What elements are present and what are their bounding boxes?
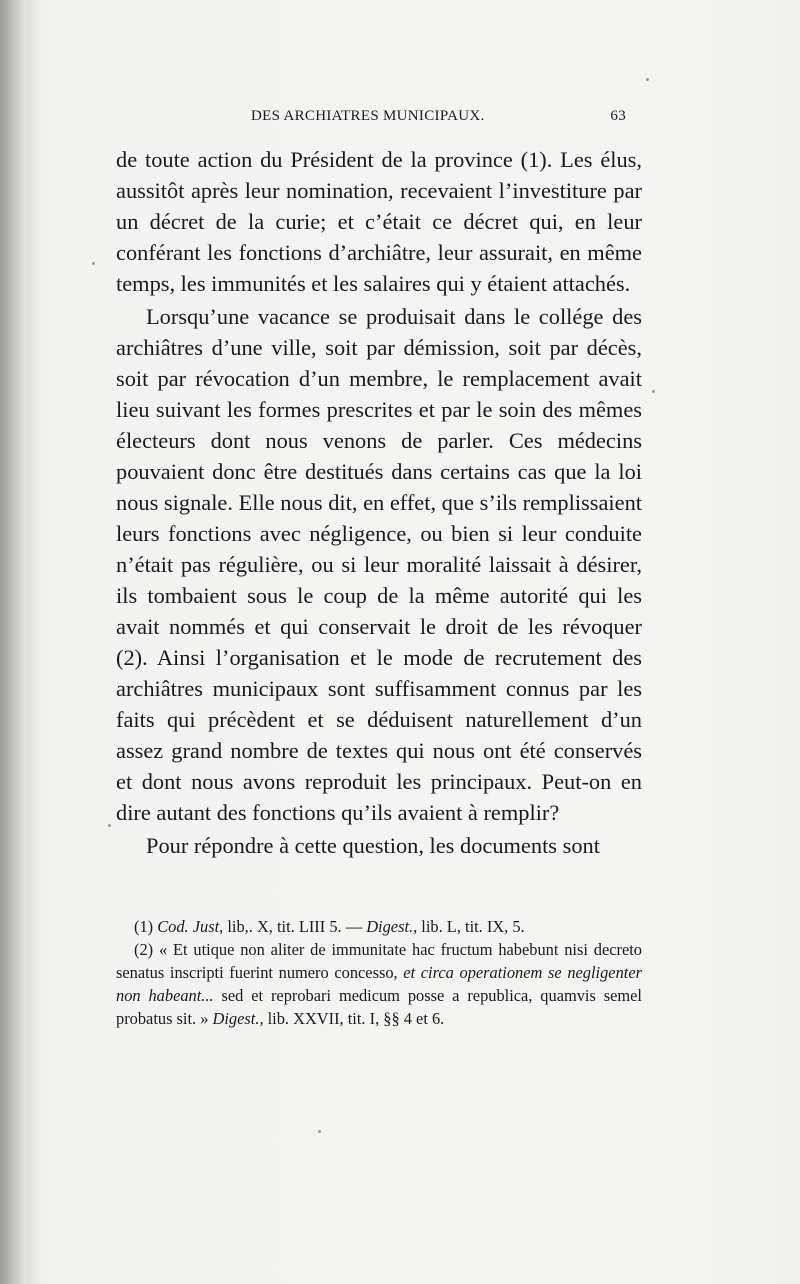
footnote-1-text-1: , lib,. X, tit. LIII 5. — xyxy=(219,917,367,936)
footnote-1-source-1: Cod. Just xyxy=(157,917,220,936)
page-number: 63 xyxy=(610,108,626,124)
footnote-1-source-2: Digest. xyxy=(366,917,414,936)
running-title: DES ARCHIATRES MUNICIPAUX. xyxy=(251,108,485,124)
paragraph-2: Lorsqu’une vacance se produisait dans le collége des archiâtres d’une ville, soit par démission, soit par décès, soit par révocation d’un membre, le remplacement avait lieu suivant les formes prescrites et par le soin des mêmes électeurs dont nous venons de parler. Ces médecins pouvaient donc être destitués dans certains cas que la loi nous signale. Elle nous dit, en effet, que s’ils remplissaient leurs fonctions avec négligence, ou bien si leur conduite n’était pas régulière, ou si leur moralité laissait à désirer, ils tombaient sous le coup de la même autorité qui les avait nommés et qui conservait le droit de les révoquer (2). Ainsi l’organisation et le mode de recrutement des archiâtres municipaux sont suffisamment connus par les faits qui précèdent et se déduisent naturellement d’un assez grand nombre de textes qui nous ont été conservés et dont nous avons reproduit les principaux. Peut-on en dire autant des fonctions qu’ils avaient à remplir? xyxy=(116,304,642,825)
scan-speck xyxy=(108,824,111,827)
footnotes xyxy=(116,915,642,1030)
book-gutter xyxy=(0,0,26,1284)
footnote-2-text-2: sed et reprobari medicum posse a republica, quamvis semel probatus sit. » xyxy=(116,986,642,1028)
scan-speck xyxy=(652,390,655,393)
footnote-1-marker: (1) xyxy=(134,917,154,936)
footnote-2-marker: (2) xyxy=(134,940,154,959)
paragraph-3: Pour répondre à cette question, les documents sont xyxy=(146,833,600,858)
footnote-2-text-3: , lib. XXVII, tit. I, §§ 4 et 6. xyxy=(259,1009,445,1028)
body-text xyxy=(116,144,642,861)
footnote-2-italic-2: Digest. xyxy=(212,1009,260,1028)
paragraph-1: de toute action du Président de la province (1). Les élus, aussitôt après leur nomination, recevaient l’investiture par un décret de la curie; et c’était ce décret qui, en leur conférant les fonctions d’archiâtre, leur assurait, en même temps, les immunités et les salaires qui y étaient attachés. xyxy=(116,147,642,296)
footnote-1-text-2: , lib. L, tit. IX, 5. xyxy=(413,917,525,936)
footnote-2-italic-1: et circa operationem se negligenter non habeant... xyxy=(116,963,642,1005)
footnote-1 xyxy=(116,915,642,938)
page-content xyxy=(116,108,642,1030)
scan-speck xyxy=(92,262,95,265)
running-head xyxy=(116,108,642,136)
scan-speck xyxy=(318,1130,321,1133)
footnote-2-text-1: « Et utique non aliter de immunitate hac fructum habebunt nisi decreto senatus inscripti fuerint numero concesso, xyxy=(116,940,642,982)
scan-speck xyxy=(646,78,649,81)
footnote-2 xyxy=(116,938,642,1030)
